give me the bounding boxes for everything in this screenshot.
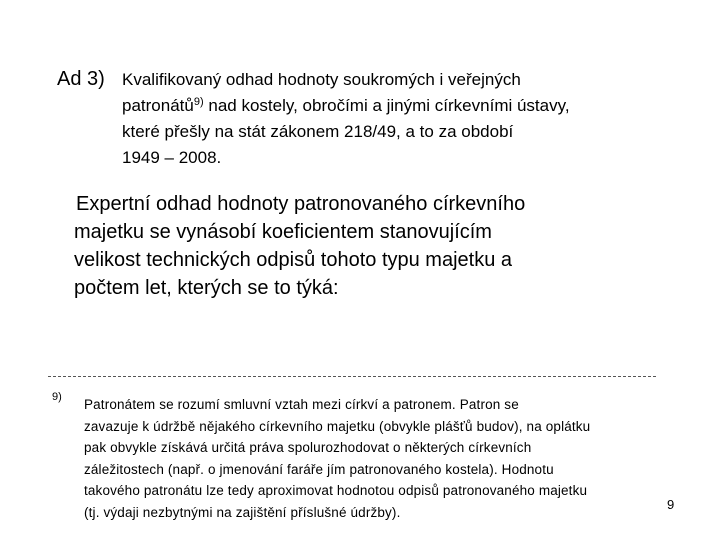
footnote-mark: 9) [52,391,62,403]
section-heading-text [122,67,682,171]
footnote-text [84,394,684,523]
footnote-line-5: takového patronátu lze tedy aproximovat hodnotou odpisů patronovaného majetku [84,483,588,498]
section-line-1: Kvalifikovaný odhad hodnoty soukromých i veřejných [122,70,521,89]
footnote-line-2: zavazuje k údržbě nějakého církevního majetku (obvykle plášťů budov), na oplátku [84,418,591,434]
footnote-line-4: záležitostech (např. o jmenování faráře jím patronovaného kostela). Hodnotu [84,461,554,477]
footnote-line-1: Patronátem se rozumí smluvní vztah mezi církví a patronem. Patron se [84,397,519,412]
section-line-2 [122,93,682,119]
footnote-divider [48,376,656,377]
expert-line-2: majetku se vynásobí koeficientem stanovujícím [74,221,492,243]
expert-line-3: velikost technických odpisů tohoto typu majetku a [74,249,513,271]
section-label: Ad 3) [57,68,105,90]
footnote-line-3: pak obvykle získává určitá práva spolurozhodovat o některých církevních [84,440,532,455]
section-line-2-end: nad kostely, obročími a jinými církevními ústavy, [208,96,570,115]
expert-line-1: Expertní odhad hodnoty patronovaného církevního [76,193,526,215]
section-line-2-start: patronátů [122,96,194,115]
expert-line-4: počtem let, kterých se to týká: [74,277,339,299]
footnote-reference: 9) [193,96,204,108]
section-line-3: které přešly na stát zákonem 218/49, a to za období [122,122,514,141]
expert-paragraph [74,190,674,302]
page-number: 9 [667,497,675,512]
section-line-4: 1949 – 2008. [122,148,222,167]
footnote-line-6: (tj. výdaji nezbytnými na zajištění příslušné údržby). [84,504,401,520]
